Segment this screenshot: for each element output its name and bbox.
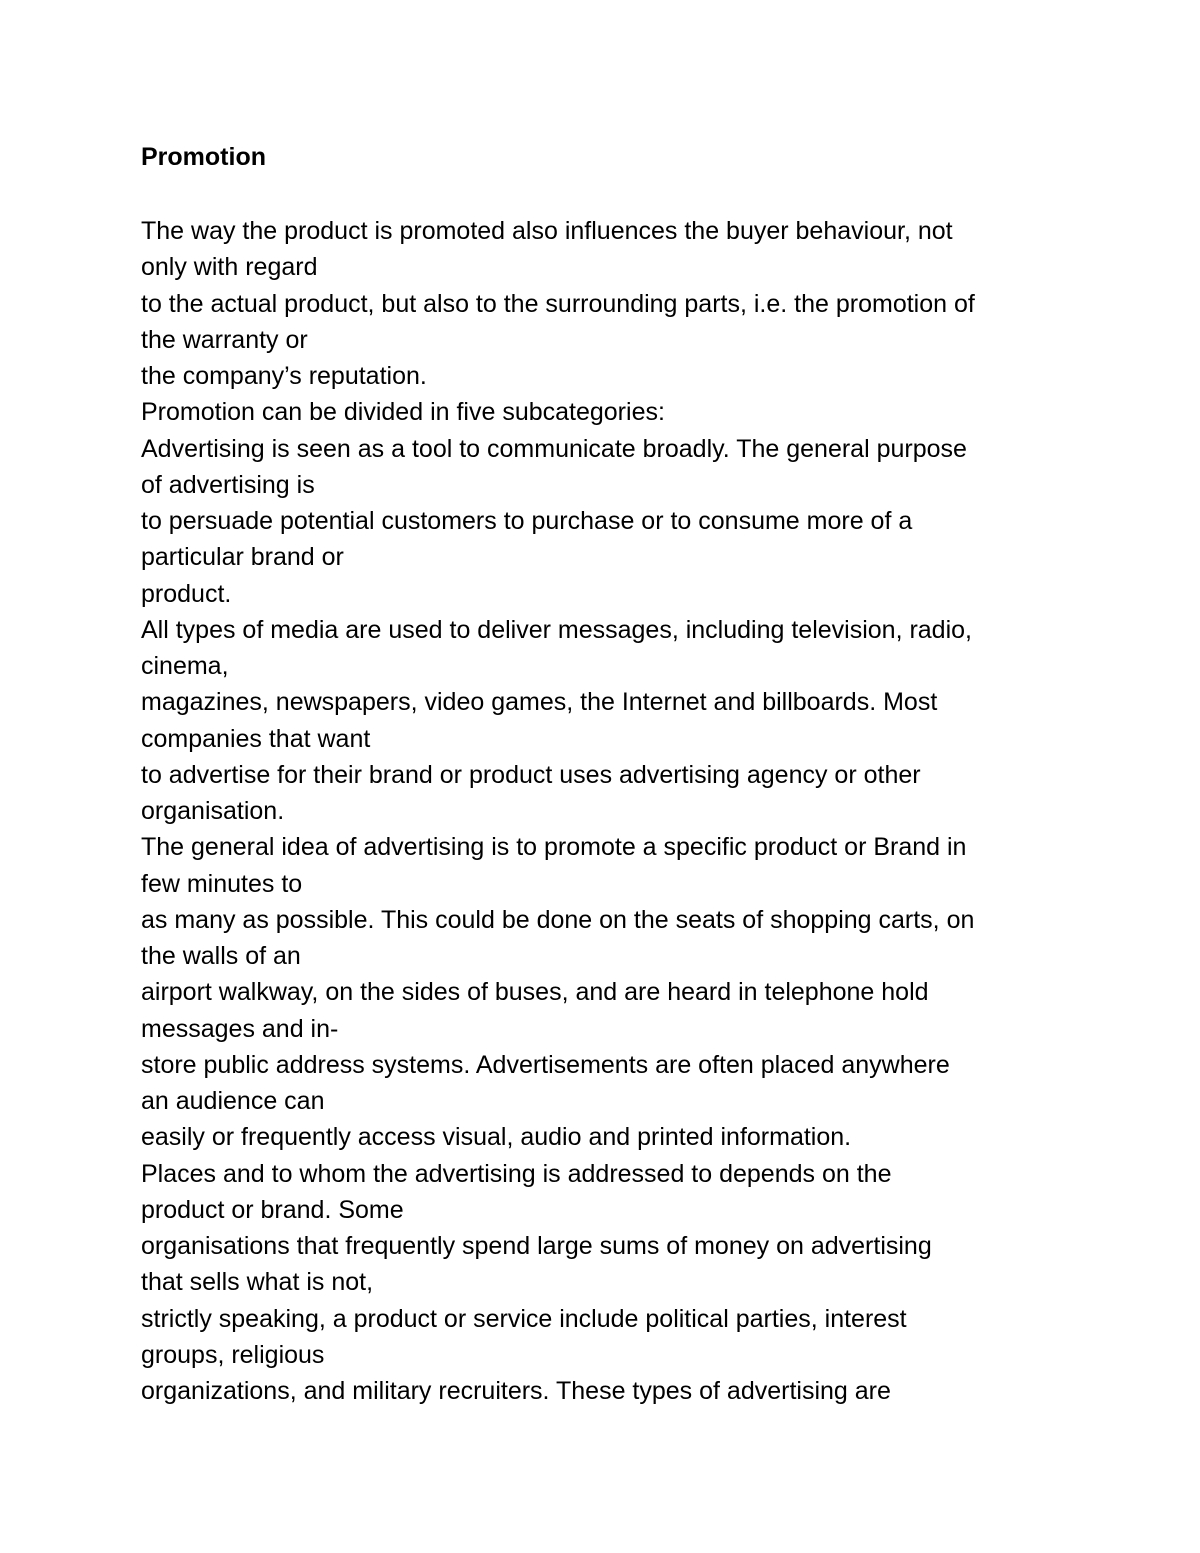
text-line: the company’s reputation. xyxy=(141,362,427,390)
text-line: product or brand. Some xyxy=(141,1195,404,1224)
text-line: magazines, newspapers, video games, the Internet and billboards. Most xyxy=(141,688,938,717)
text-line: airport walkway, on the sides of buses, and are heard in telephone hold xyxy=(141,978,929,1007)
text-line: organisation. xyxy=(141,797,285,825)
text-line: Places and to whom the advertising is addressed to depends on the xyxy=(141,1159,892,1188)
text-line: that sells what is not, xyxy=(141,1268,374,1297)
text-line: The general idea of advertising is to promote a specific product or Brand in xyxy=(141,833,967,862)
text-line: of advertising is xyxy=(141,470,315,499)
text-line: only with regard xyxy=(141,253,318,282)
text-line: Promotion can be divided in five subcategories: xyxy=(141,398,665,427)
text-line: organisations that frequently spend large sums of money on advertising xyxy=(141,1232,932,1260)
text-line: groups, religious xyxy=(141,1340,325,1369)
text-line: the warranty or xyxy=(141,325,308,354)
text-line: as many as possible. This could be done on the seats of shopping carts, on xyxy=(141,905,975,934)
text-line: companies that want xyxy=(141,724,371,753)
text-line: messages and in- xyxy=(141,1014,339,1043)
text-line: to persuade potential customers to purchase or to consume more of a xyxy=(141,507,913,535)
page-title: Promotion xyxy=(141,143,266,171)
text-line: organizations, and military recruiters. These types of advertising are xyxy=(141,1377,891,1405)
text-line: product. xyxy=(141,579,232,608)
text-line: to the actual product, but also to the surrounding parts, i.e. the promotion of xyxy=(141,289,975,318)
text-line: The way the product is promoted also influences the buyer behaviour, not xyxy=(141,217,953,245)
text-line: cinema, xyxy=(141,652,229,680)
text-line: strictly speaking, a product or service include political parties, interest xyxy=(141,1304,907,1333)
text-line: to advertise for their brand or product uses advertising agency or other xyxy=(141,760,921,789)
text-line: an audience can xyxy=(141,1087,325,1115)
text-line: store public address systems. Advertisements are often placed anywhere xyxy=(141,1050,950,1079)
text-line: the walls of an xyxy=(141,942,301,970)
text-line: easily or frequently access visual, audio and printed information. xyxy=(141,1123,852,1152)
text-line: Advertising is seen as a tool to communicate broadly. The general purpose xyxy=(141,434,967,463)
text-line: particular brand or xyxy=(141,543,344,572)
text-line: All types of media are used to deliver messages, including television, radio, xyxy=(141,615,972,644)
body-text xyxy=(141,213,1101,1409)
text-line: few minutes to xyxy=(141,869,303,898)
